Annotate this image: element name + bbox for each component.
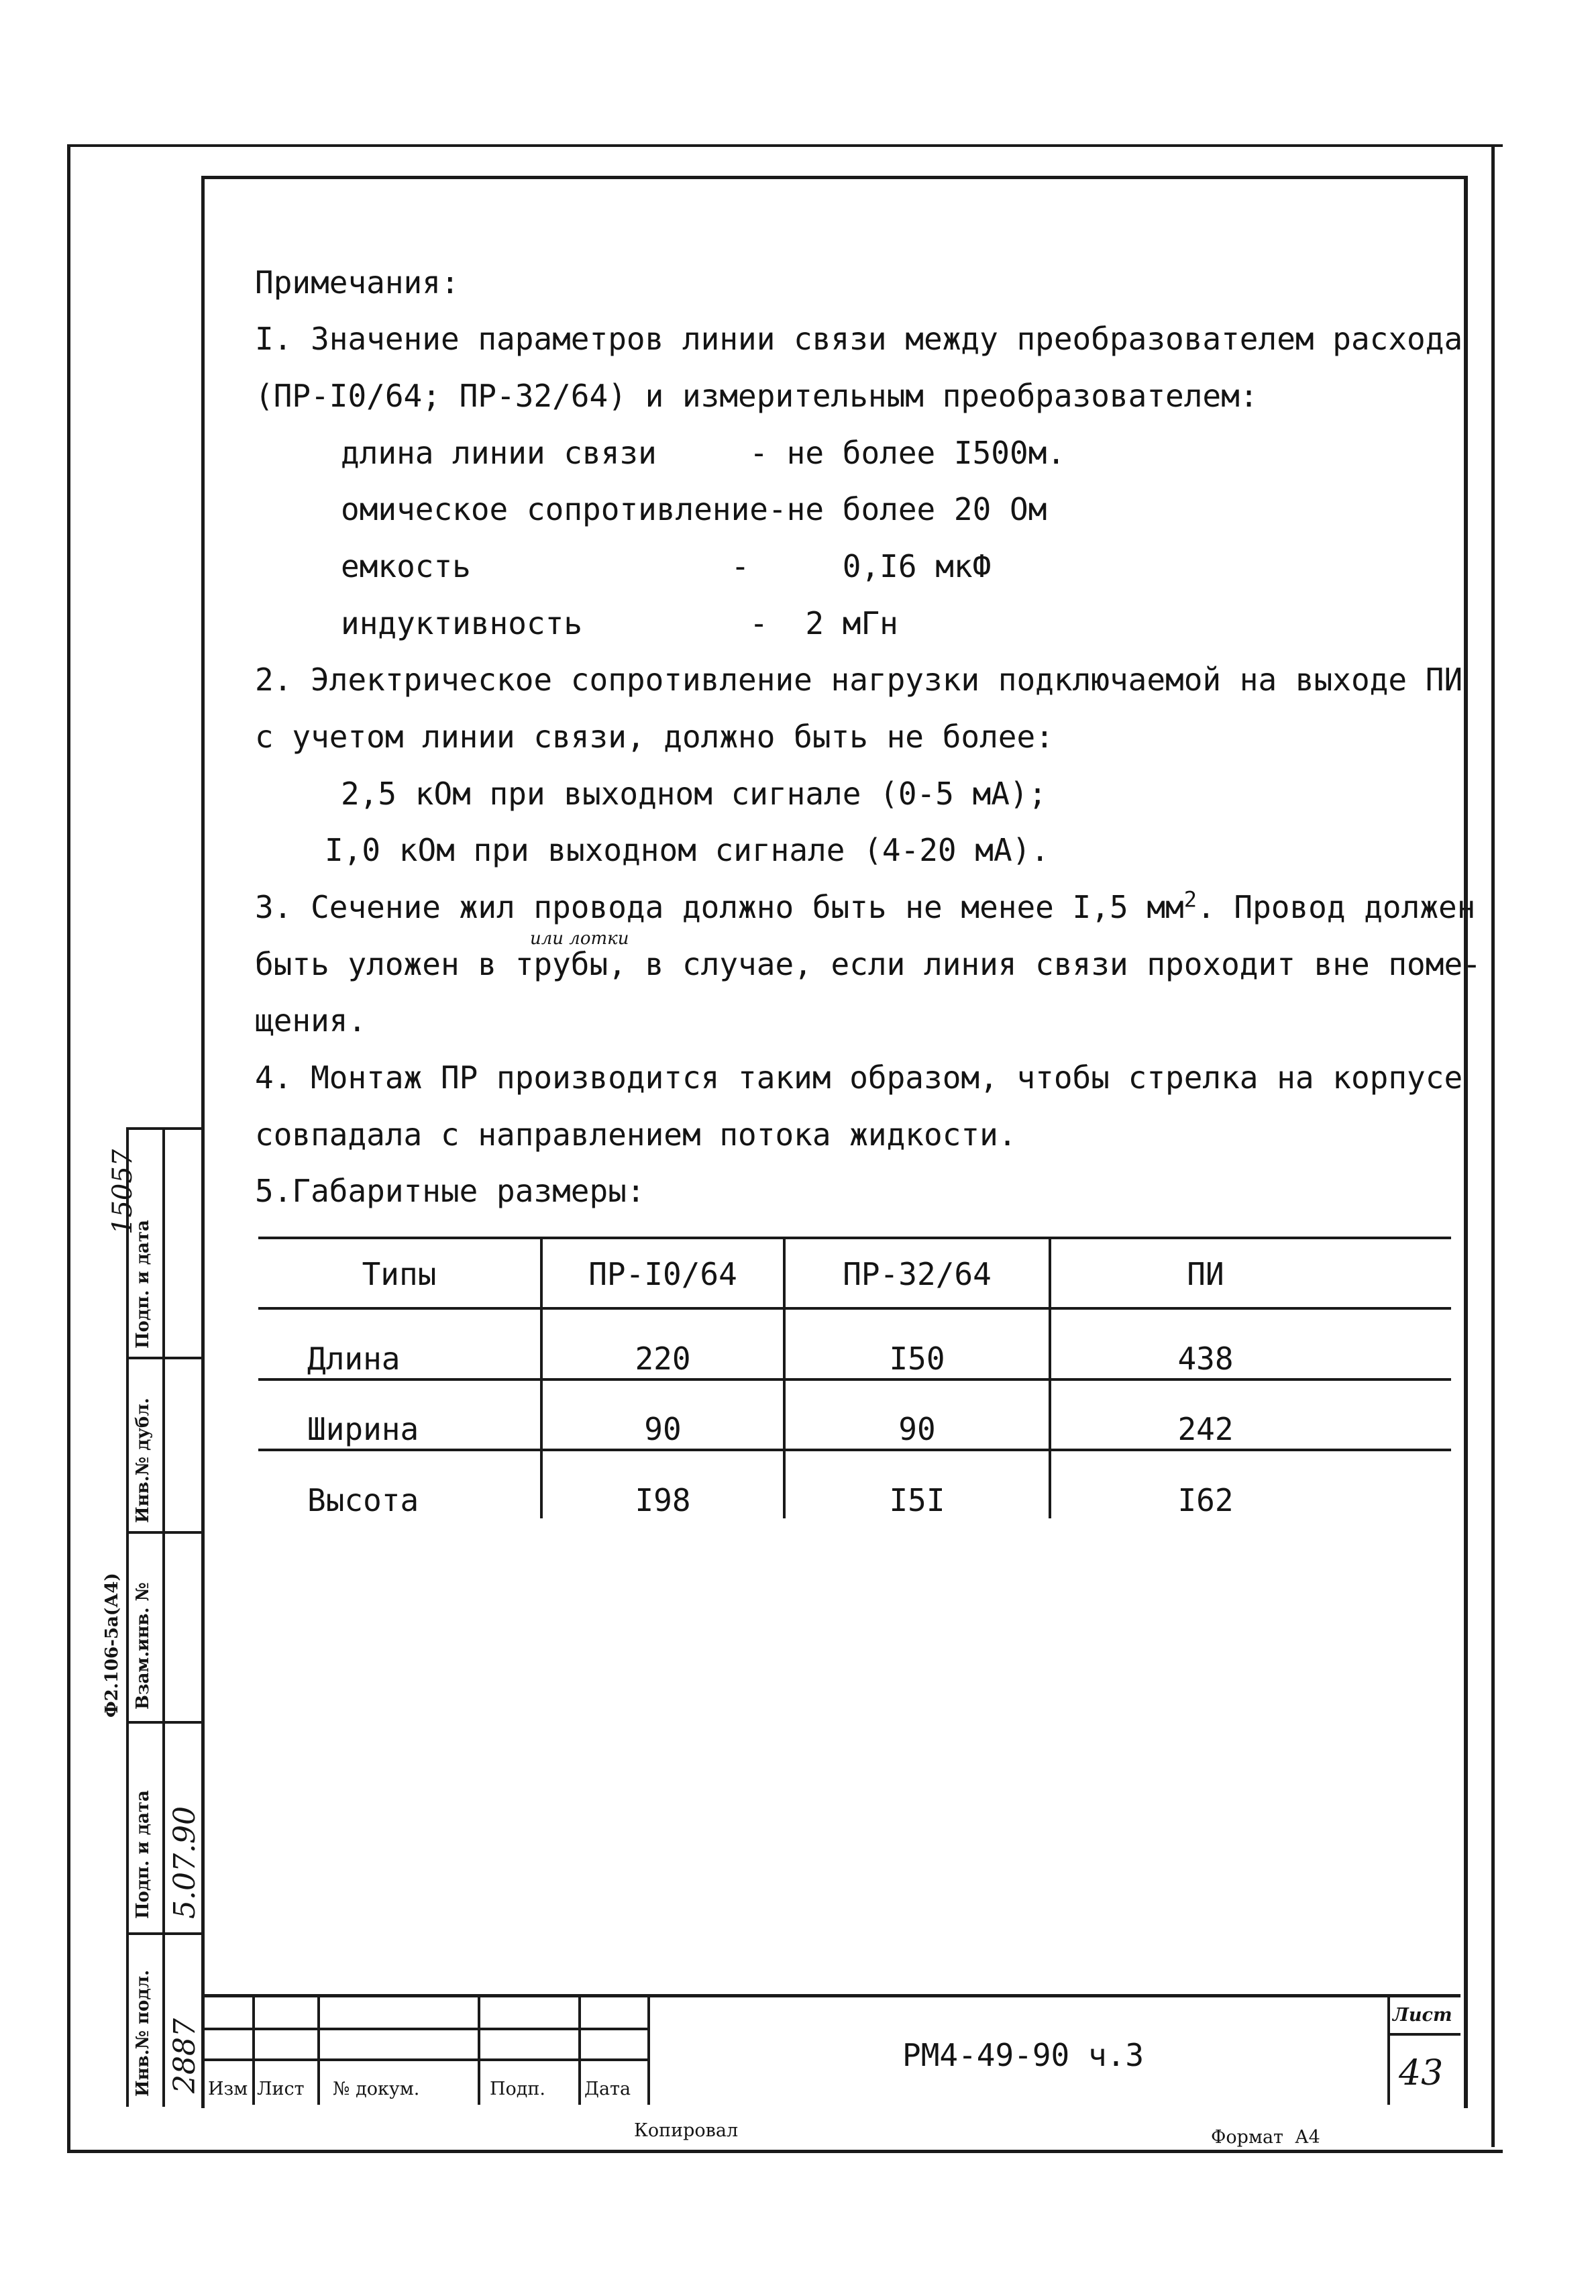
note-2-line-2: с учетом линии связи, должно быть не более: (255, 719, 1054, 755)
table-rule-top (258, 1237, 1451, 1239)
tb-label-doc: № докум. (333, 2079, 420, 2099)
note-3-line-1-text: 3. Сечение жил провода должно быть не менее I,5 мм (255, 889, 1184, 925)
side-strip-rule-1 (126, 1357, 201, 1359)
outer-frame-right (1491, 144, 1495, 2147)
tb-label-izm: Изм (208, 2079, 248, 2099)
note-4-line-2: совпадала с направлением потока жидкости. (255, 1116, 1017, 1153)
side-label-inv-dubl: Инв.№ дубл. (133, 1398, 153, 1523)
handwritten-signature-number: 15057 (107, 1149, 138, 1235)
tb-label-podp: Подп. (490, 2079, 546, 2099)
tb-col-3 (478, 1994, 480, 2105)
note-3-line-1-end: . Провод должен (1196, 889, 1476, 925)
table-header-pi: ПИ (1187, 1256, 1224, 1292)
handwritten-inv-number: 2887 (168, 2018, 202, 2093)
note-2-sub-2: I,0 кОм при выходном сигнале (4-20 мА). (325, 832, 1050, 868)
cell-width-pr10: 90 (644, 1411, 682, 1447)
note-5: 5.Габаритные размеры: (255, 1173, 645, 1209)
tb-label-date: Дата (584, 2079, 631, 2099)
title-block-top-rule (205, 1994, 1460, 1997)
title-block-rule-2 (205, 2058, 647, 2061)
sheet-label: Лист (1393, 2005, 1452, 2026)
note-2-line-1: 2. Электрическое сопротивление нагрузки подключаемой на выходе ПИ (255, 662, 1463, 698)
tb-col-1 (252, 1994, 255, 2105)
note-3-line-2: быть уложен в трубы, в случае, если линия связи проходит вне поме- (255, 946, 1481, 982)
tb-col-2 (317, 1994, 320, 2105)
side-strip-rule-2 (126, 1531, 201, 1534)
param-length: длина линии связи - не более I500м. (341, 435, 1066, 471)
notes-heading: Примечания: (255, 264, 460, 301)
title-block-rule-1 (205, 2028, 647, 2030)
side-strip-rule-0 (126, 1127, 201, 1130)
side-strip-rule-4 (126, 1932, 201, 1935)
side-label-inv-podl: Инв.№ подл. (133, 1969, 153, 2097)
form-code: Ф2.106-5а(А4) (102, 1573, 122, 1718)
table-header-pr10: ПР-I0/64 (588, 1256, 737, 1292)
cell-width-pi: 242 (1177, 1411, 1234, 1447)
cell-height-pi: I62 (1177, 1482, 1234, 1518)
note-3-line-1 (255, 886, 1476, 925)
tb-col-sheet (1387, 1994, 1390, 2105)
param-resistance: омическое сопротивление-не более 20 Ом (341, 491, 1047, 527)
cell-length-pr32: I50 (889, 1341, 945, 1377)
side-label-podp-data: Подп. и дата (133, 1790, 153, 1919)
row-label-width: Ширина (307, 1411, 419, 1447)
footer-format: Формат А4 (1211, 2127, 1320, 2148)
sheet-cell-rule (1387, 2033, 1460, 2036)
note-3-handwritten-insert: или лотки (530, 929, 629, 949)
tb-col-5 (647, 1994, 650, 2105)
tb-col-4 (578, 1994, 581, 2105)
side-strip-line-inner (162, 1127, 165, 2107)
note-3-superscript: 2 (1183, 886, 1197, 912)
table-header-pr32: ПР-32/64 (843, 1256, 992, 1292)
tb-label-list: Лист (257, 2079, 305, 2099)
row-label-height: Высота (307, 1482, 419, 1518)
note-1-line-2: (ПР-I0/64; ПР-32/64) и измерительным преобразователем: (255, 378, 1259, 414)
sheet-number: 43 (1399, 2053, 1444, 2093)
cell-height-pr10: I98 (635, 1482, 691, 1518)
row-label-length: Длина (307, 1341, 401, 1377)
side-strip-line-outer (126, 1127, 129, 2107)
footer-copied: Копировал (634, 2120, 739, 2141)
note-2-sub-1: 2,5 кОм при выходном сигнале (0-5 мА); (341, 776, 1047, 812)
table-rule-row1 (258, 1378, 1451, 1381)
note-3-line-3: щения. (255, 1002, 367, 1039)
cell-length-pr10: 220 (635, 1341, 691, 1377)
cell-height-pr32: I5I (889, 1482, 945, 1518)
table-header-types: Типы (362, 1256, 437, 1292)
side-strip-rule-3 (126, 1721, 201, 1724)
param-capacitance: емкость - 0,I6 мкФ (341, 548, 992, 584)
table-rule-header (258, 1307, 1451, 1310)
note-4-line-1: 4. Монтаж ПР производится таким образом, чтобы стрелка на корпусе (255, 1059, 1463, 1096)
table-rule-row2 (258, 1449, 1451, 1451)
cell-length-pi: 438 (1177, 1341, 1234, 1377)
cell-width-pr32: 90 (898, 1411, 936, 1447)
side-label-vzam-inv: Взам.инв. № (133, 1582, 153, 1710)
note-1-line-1: I. Значение параметров линии связи между преобразователем расхода (255, 321, 1463, 357)
side-label-podp-data-2: Подп. и дата (133, 1220, 153, 1349)
document-designation: РМ4-49-90 ч.3 (902, 2037, 1145, 2073)
handwritten-date: 5.07.90 (168, 1806, 202, 1919)
param-inductance: индуктивность - 2 мГн (341, 605, 898, 641)
